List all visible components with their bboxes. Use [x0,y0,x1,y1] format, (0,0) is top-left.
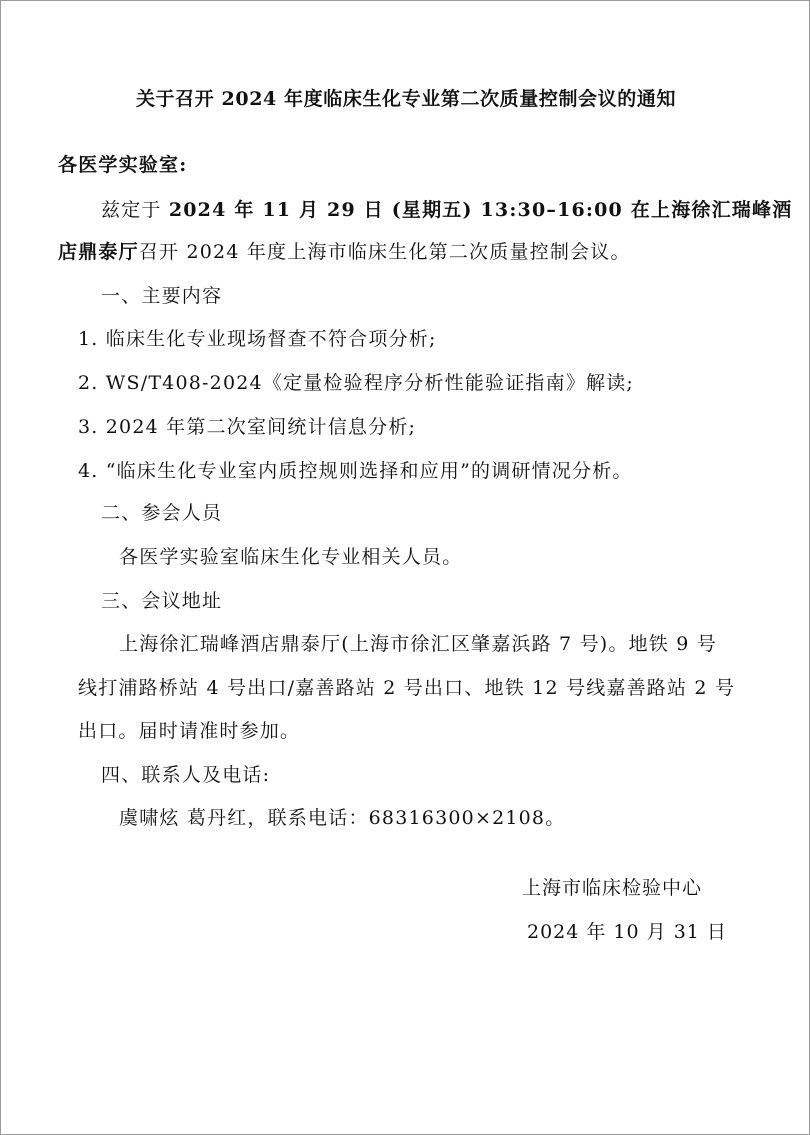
signature-org: 上海市临床检验中心 [522,877,703,899]
address-heading: 三、会议地址 [101,590,223,612]
salutation: 各医学实验室: [58,154,188,176]
attendees-text: 各医学实验室临床生化专业相关人员。 [119,546,463,568]
document-title: 关于召开 2024 年度临床生化专业第二次质量控制会议的通知 [135,88,677,110]
content-heading: 一、主要内容 [101,285,223,307]
content-item: 1. 临床生化专业现场督查不符合项分析; [78,328,437,350]
intro-bold-time: 2024 年 11 月 29 日 (星期五) 13:30–16:00 在上海徐汇瑞峰酒 [168,199,793,221]
contact-heading: 四、联系人及电话: [101,764,271,786]
signature-date: 2024 年 10 月 31 日 [527,921,727,943]
attendees-heading: 二、参会人员 [101,502,223,524]
content-item: 3. 2024 年第二次室间统计信息分析; [78,416,417,438]
intro-prefix: 兹定于 [101,199,169,221]
address-line: 出口。届时请准时参加。 [78,720,301,742]
intro-line-1 [101,198,792,222]
intro-rest: 召开 2024 年度上海市临床生化第二次质量控制会议。 [138,241,631,263]
address-line: 线打浦路桥站 4 号出口/嘉善路站 2 号出口、地铁 12 号线嘉善路站 2 号 [78,677,736,699]
content-item: 2. WS/T408-2024《定量检验程序分析性能验证指南》解读; [78,372,635,394]
contact-text: 虞啸炫 葛丹红，联系电话：68316300×2108。 [119,807,566,829]
intro-line-2 [58,240,631,264]
address-line: 上海徐汇瑞峰酒店鼎泰厅(上海市徐汇区肇嘉浜路 7 号)。地铁 9 号 [119,633,717,655]
intro-bold-place: 店鼎泰厅 [58,241,139,263]
content-item: 4. “临床生化专业室内质控规则选择和应用”的调研情况分析。 [78,460,633,482]
